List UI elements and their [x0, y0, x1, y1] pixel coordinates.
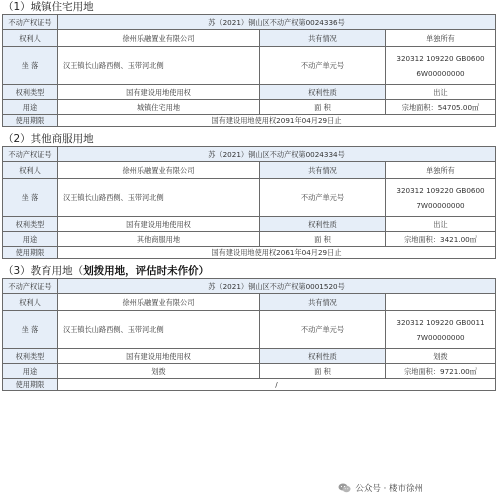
rights-type-value: 国有建设用地使用权	[58, 349, 260, 364]
land-use-value: 城镇住宅用地	[58, 100, 260, 115]
cert-number-value: 苏（2021）铜山区不动产权第0024336号	[58, 15, 496, 30]
section-heading-text: （2）其他商服用地	[3, 133, 94, 145]
land-use-label: 用途	[3, 100, 58, 115]
use-period-label: 使用期限	[3, 379, 58, 391]
unit-number-line-2: 7W00000000	[416, 200, 465, 210]
location-value: 汉王镇长山路西侧、玉带河北侧	[58, 179, 260, 217]
owner-label: 权利人	[3, 294, 58, 311]
unit-number-line-1: 320312 109220 GB0011	[396, 317, 485, 327]
owner-label: 权利人	[3, 30, 58, 47]
rights-nature-value: 出让	[386, 85, 496, 100]
unit-number-line-2: 6W00000000	[416, 68, 465, 78]
section-heading-text: （3）教育用地（	[3, 265, 84, 277]
rights-type-label: 权利类型	[3, 217, 58, 232]
section-heading-text: （1）城镇住宅用地	[3, 1, 94, 13]
table-row	[3, 15, 496, 30]
property-deed-table	[2, 278, 496, 391]
table-row	[3, 247, 496, 259]
rights-nature-label: 权利性质	[260, 217, 386, 232]
property-deed-table	[2, 14, 496, 127]
land-use-value: 划拨	[58, 364, 260, 379]
table-row	[3, 179, 496, 217]
area-value: 宗地面积：3421.00㎡	[386, 232, 496, 247]
section-heading	[0, 0, 437, 14]
cert-number-value: 苏（2021）铜山区不动产权第0001520号	[58, 279, 496, 294]
ownership-share-label: 共有情况	[260, 294, 386, 311]
unit-number-line-2: 7W00000000	[416, 332, 465, 342]
section-heading-note: 划拨用地，评估时未作价）	[83, 265, 210, 277]
ownership-share-label: 共有情况	[260, 30, 386, 47]
table-row	[3, 294, 496, 311]
owner-value: 徐州乐融置业有限公司	[58, 294, 260, 311]
area-label: 面 积	[260, 232, 386, 247]
land-use-label: 用途	[3, 364, 58, 379]
table-row	[3, 379, 496, 391]
unit-number-line-1: 320312 109220 GB0600	[396, 53, 485, 63]
rights-nature-value: 划拨	[386, 349, 496, 364]
owner-value: 徐州乐融置业有限公司	[58, 162, 260, 179]
watermark	[338, 482, 423, 494]
property-deed-table	[2, 146, 496, 259]
table-row	[3, 100, 496, 115]
location-value: 汉王镇长山路西侧、玉带河北侧	[58, 47, 260, 85]
area-label: 面 积	[260, 364, 386, 379]
area-value: 宗地面积：9721.00㎡	[386, 364, 496, 379]
table-row	[3, 162, 496, 179]
rights-nature-value: 出让	[386, 217, 496, 232]
unit-number-value	[386, 179, 496, 217]
rights-nature-label: 权利性质	[260, 85, 386, 100]
location-label: 坐 落	[3, 179, 58, 217]
unit-number-line-1: 320312 109220 GB0600	[396, 185, 485, 195]
ownership-share-label: 共有情况	[260, 162, 386, 179]
ownership-share-value	[386, 294, 496, 311]
table-row	[3, 47, 496, 85]
table-row	[3, 85, 496, 100]
table-row	[3, 30, 496, 47]
location-label: 坐 落	[3, 311, 58, 349]
table-row	[3, 147, 496, 162]
location-label: 坐 落	[3, 47, 58, 85]
cert-number-label: 不动产权证号	[3, 279, 58, 294]
section-heading	[0, 132, 437, 146]
unit-number-value	[386, 311, 496, 349]
rights-type-value: 国有建设用地使用权	[58, 85, 260, 100]
table-row	[3, 364, 496, 379]
wechat-icon	[338, 483, 351, 493]
cert-number-label: 不动产权证号	[3, 15, 58, 30]
table-row	[3, 115, 496, 127]
watermark-text: 公众号 · 楼市徐州	[355, 484, 423, 494]
owner-label: 权利人	[3, 162, 58, 179]
ownership-share-value: 单独所有	[386, 30, 496, 47]
table-row	[3, 217, 496, 232]
unit-number-label: 不动产单元号	[260, 47, 386, 85]
unit-number-label: 不动产单元号	[260, 179, 386, 217]
owner-value: 徐州乐融置业有限公司	[58, 30, 260, 47]
area-label: 面 积	[260, 100, 386, 115]
table-row	[3, 311, 496, 349]
cert-number-label: 不动产权证号	[3, 147, 58, 162]
unit-number-label: 不动产单元号	[260, 311, 386, 349]
table-row	[3, 232, 496, 247]
land-use-value: 其他商服用地	[58, 232, 260, 247]
use-period-label: 使用期限	[3, 247, 58, 259]
use-period-value: 国有建设用地使用权2061年04月29日止	[58, 247, 496, 259]
table-row	[3, 349, 496, 364]
table-row	[3, 279, 496, 294]
unit-number-value	[386, 47, 496, 85]
rights-type-label: 权利类型	[3, 349, 58, 364]
location-value: 汉王镇长山路西侧、玉带河北侧	[58, 311, 260, 349]
use-period-label: 使用期限	[3, 115, 58, 127]
use-period-value: 国有建设用地使用权2091年04月29日止	[58, 115, 496, 127]
ownership-share-value: 单独所有	[386, 162, 496, 179]
area-value: 宗地面积：54705.00㎡	[386, 100, 496, 115]
use-period-value: /	[58, 379, 496, 391]
cert-number-value: 苏（2021）铜山区不动产权第0024334号	[58, 147, 496, 162]
rights-type-value: 国有建设用地使用权	[58, 217, 260, 232]
section-heading	[0, 264, 437, 278]
rights-nature-label: 权利性质	[260, 349, 386, 364]
land-use-label: 用途	[3, 232, 58, 247]
rights-type-label: 权利类型	[3, 85, 58, 100]
